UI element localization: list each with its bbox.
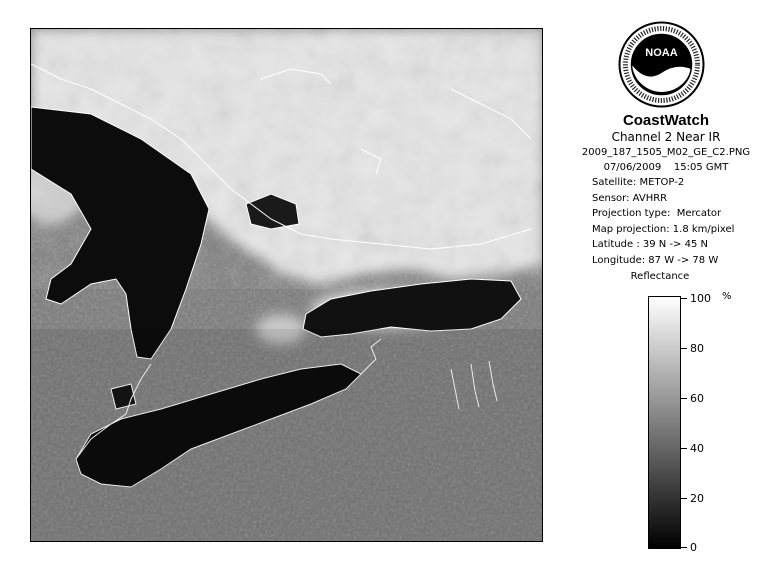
channel-label: Channel 2 Near IR	[611, 130, 721, 144]
colorbar-unit: %	[722, 291, 732, 302]
colorbar-tick	[681, 398, 687, 399]
projection-type: Projection type: Mercator	[592, 208, 722, 219]
colorbar-tick-label: 80	[690, 342, 704, 355]
map-projection: Map projection: 1.8 km/pixel	[592, 223, 735, 235]
colorbar	[648, 296, 681, 549]
noaa-logo	[618, 21, 705, 108]
colorbar-tick	[681, 348, 687, 349]
satellite-image	[30, 28, 543, 542]
sensor: Sensor: AVHRR	[592, 192, 668, 204]
filename: 2009_187_1505_M02_GE_C2.PNG	[581, 147, 751, 158]
app-title: CoastWatch	[622, 112, 710, 129]
colorbar-tick	[681, 498, 687, 499]
colorbar-label: Reflectance	[630, 271, 690, 282]
colorbar-tick	[681, 547, 687, 548]
colorbar-tick	[681, 448, 687, 449]
longitude: Longitude: 87 W -> 78 W	[592, 254, 719, 266]
latitude: Latitude : 39 N -> 45 N	[592, 239, 708, 250]
satellite: Satellite: METOP-2	[592, 177, 685, 188]
metadata-list	[592, 175, 782, 268]
colorbar-tick-label: 60	[690, 392, 704, 405]
colorbar-tick-label: 40	[690, 442, 704, 455]
colorbar-tick-label: 0	[690, 541, 697, 554]
colorbar-tick-label: 20	[690, 492, 704, 505]
datetime: 07/06/2009 15:05 GMT	[603, 162, 729, 173]
info-panel	[560, 112, 772, 175]
colorbar-tick	[681, 298, 687, 299]
colorbar-tick-label: 100	[690, 292, 711, 305]
logo-text: NOAA	[645, 47, 678, 59]
